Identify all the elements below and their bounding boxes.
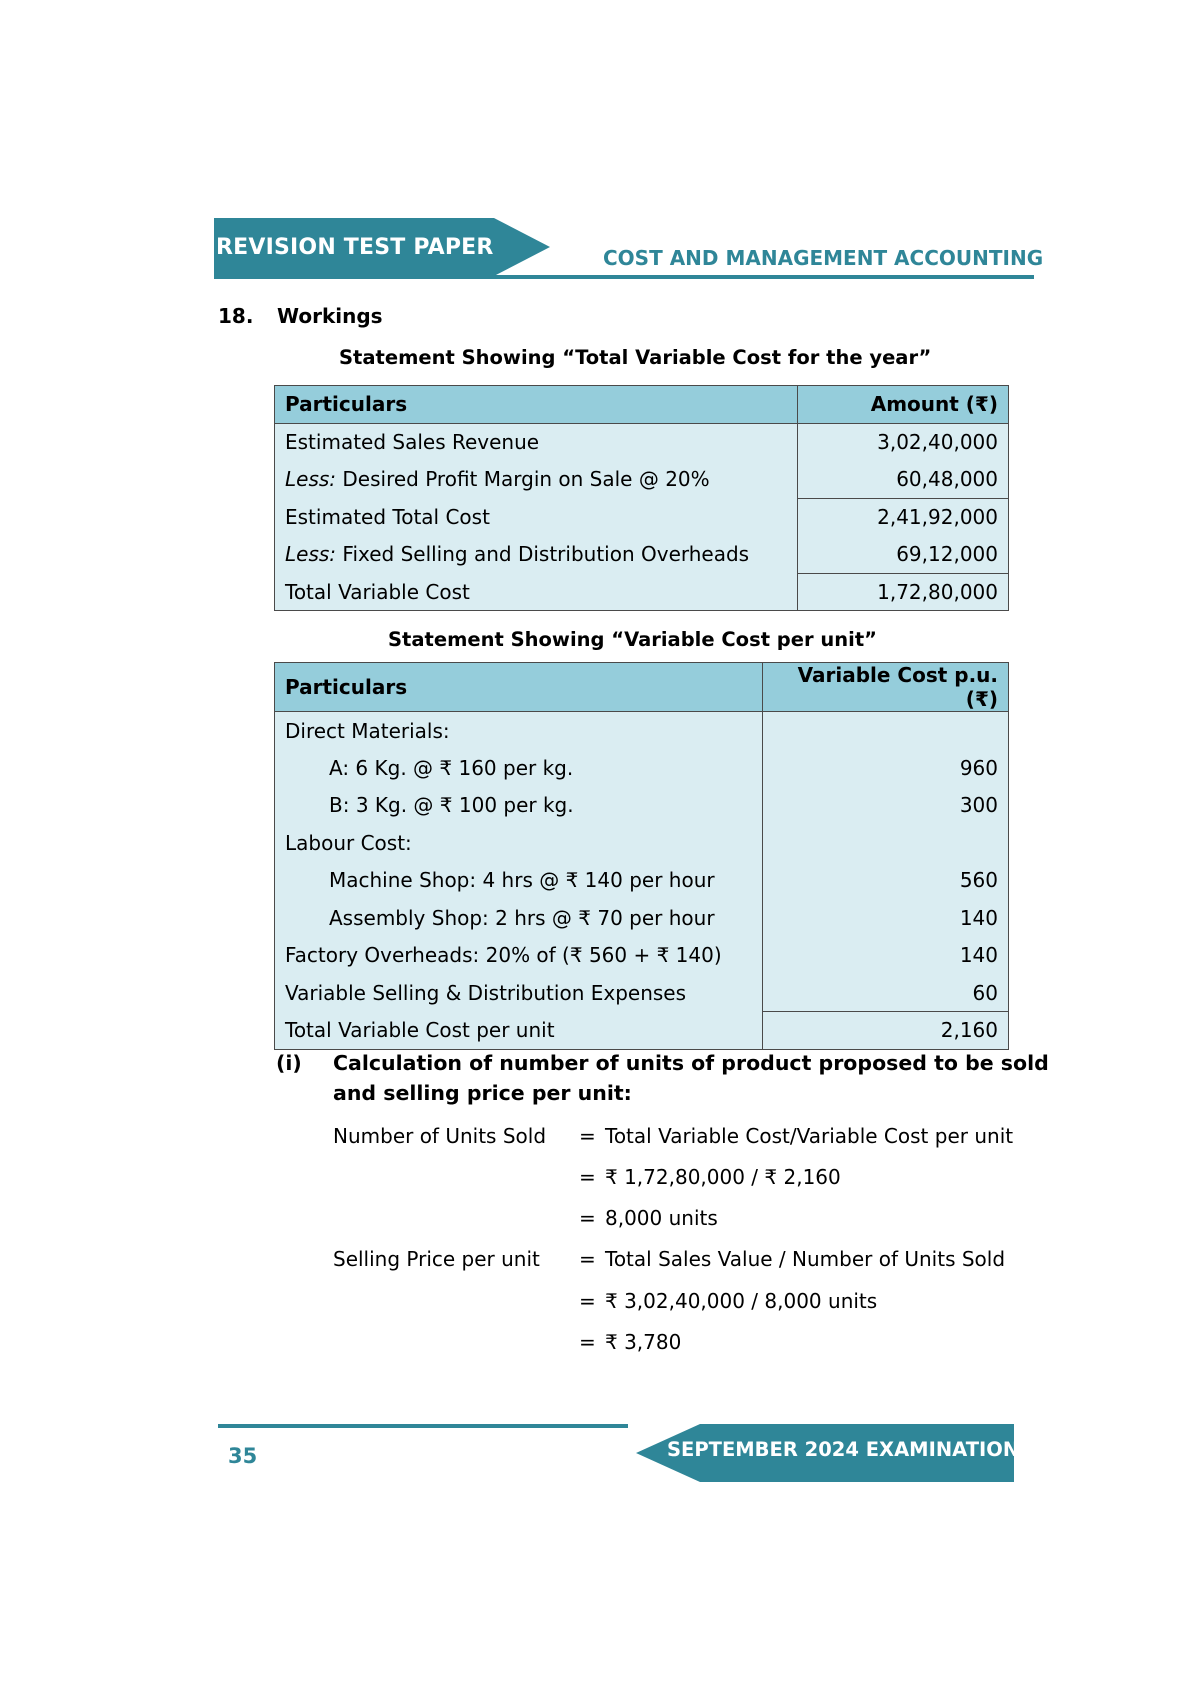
row-amount: 60 — [763, 974, 1009, 1012]
row-label — [275, 536, 798, 574]
row-label: Total Variable Cost per unit — [275, 1012, 763, 1050]
row-text: Fixed Selling and Distribution Overheads — [336, 542, 750, 567]
row-amount — [763, 712, 1009, 750]
table-row — [275, 712, 1009, 750]
statement2-table — [274, 662, 1009, 1050]
units-line-2: ₹ 1,72,80,000 / ₹ 2,160 — [605, 1165, 841, 1189]
question-title: Workings — [277, 304, 383, 328]
part-i-heading-line1: Calculation of number of units of product proposed to be sold — [333, 1051, 1049, 1075]
table-row — [275, 461, 1009, 499]
row-label: Assembly Shop: 2 hrs @ ₹ 70 per hour — [275, 899, 763, 937]
header-rule — [214, 275, 1034, 279]
statement1-table — [274, 385, 1009, 611]
row-text: Estimated Total Cost — [285, 504, 490, 529]
price-line-1: Total Sales Value / Number of Units Sold — [605, 1247, 1006, 1271]
row-label: Variable Selling & Distribution Expenses — [275, 974, 763, 1012]
table-row — [275, 862, 1009, 900]
row-label: B: 3 Kg. @ ₹ 100 per kg. — [275, 787, 763, 825]
row-amount: 560 — [763, 862, 1009, 900]
statement1-title: Statement Showing “Total Variable Cost for the year” — [339, 346, 932, 369]
equals-sign: = — [579, 1289, 596, 1313]
row-amount — [763, 824, 1009, 862]
row-label — [275, 573, 798, 611]
row-amount: 1,72,80,000 — [798, 573, 1009, 611]
price-line-3: ₹ 3,780 — [605, 1330, 682, 1354]
table-row — [275, 749, 1009, 787]
statement2-title: Statement Showing “Variable Cost per unit” — [388, 628, 877, 651]
row-label: Labour Cost: — [275, 824, 763, 862]
row-label — [275, 423, 798, 461]
header-arrow — [494, 218, 550, 276]
row-text: Estimated Sales Revenue — [285, 430, 540, 454]
row-text: Desired Profit Margin on Sale @ 20% — [336, 467, 710, 492]
part-i-label: (i) — [276, 1051, 302, 1075]
row-amount: 2,41,92,000 — [798, 498, 1009, 536]
row-amount: 960 — [763, 749, 1009, 787]
row-amount: 300 — [763, 787, 1009, 825]
row-label: Machine Shop: 4 hrs @ ₹ 140 per hour — [275, 862, 763, 900]
header-title: COST AND MANAGEMENT ACCOUNTING — [603, 246, 1044, 270]
equals-sign: = — [579, 1206, 596, 1230]
table-row — [275, 937, 1009, 975]
footer-exam: SEPTEMBER 2024 EXAMINATION — [667, 1438, 1020, 1461]
units-line-1: Total Variable Cost/Variable Cost per unit — [605, 1124, 1014, 1148]
table-row — [275, 536, 1009, 574]
row-amount: 60,48,000 — [798, 461, 1009, 499]
row-prefix: Less: — [285, 542, 337, 567]
part-i-heading-line2: and selling price per unit: — [333, 1081, 632, 1105]
equals-sign: = — [579, 1165, 596, 1189]
equals-sign: = — [579, 1124, 596, 1148]
header-tag — [214, 218, 494, 277]
row-amount: 3,02,40,000 — [798, 423, 1009, 461]
question-number: 18. — [218, 304, 254, 328]
table-row — [275, 498, 1009, 536]
row-prefix: Less: — [285, 467, 337, 492]
row-label — [275, 498, 798, 536]
units-label: Number of Units Sold — [333, 1124, 547, 1148]
row-label: A: 6 Kg. @ ₹ 160 per kg. — [275, 749, 763, 787]
row-label — [275, 461, 798, 499]
footer-rule — [218, 1424, 628, 1428]
page-number: 35 — [228, 1444, 258, 1468]
row-text: Total Variable Cost — [285, 579, 470, 604]
table-row — [275, 974, 1009, 1012]
col-amount: Variable Cost p.u. (₹) — [763, 663, 1009, 712]
table-header-row — [275, 663, 1009, 712]
equals-sign: = — [579, 1247, 596, 1271]
price-line-2: ₹ 3,02,40,000 / 8,000 units — [605, 1289, 878, 1313]
equals-sign: = — [579, 1330, 596, 1354]
col-particulars: Particulars — [275, 386, 798, 424]
row-amount: 140 — [763, 899, 1009, 937]
price-label: Selling Price per unit — [333, 1247, 540, 1271]
col-particulars: Particulars — [275, 663, 763, 712]
table-row — [275, 573, 1009, 611]
table-row — [275, 1012, 1009, 1050]
row-label: Direct Materials: — [275, 712, 763, 750]
row-amount: 69,12,000 — [798, 536, 1009, 574]
table-row — [275, 787, 1009, 825]
row-amount: 140 — [763, 937, 1009, 975]
col-amount: Amount (₹) — [798, 386, 1009, 424]
units-line-3: 8,000 units — [605, 1206, 718, 1230]
row-amount: 2,160 — [763, 1012, 1009, 1050]
table-row — [275, 824, 1009, 862]
table-row — [275, 899, 1009, 937]
table-header-row — [275, 386, 1009, 424]
row-label: Factory Overheads: 20% of (₹ 560 + ₹ 140) — [275, 937, 763, 975]
header-tag-text: REVISION TEST PAPER — [216, 235, 494, 260]
table-row — [275, 423, 1009, 461]
